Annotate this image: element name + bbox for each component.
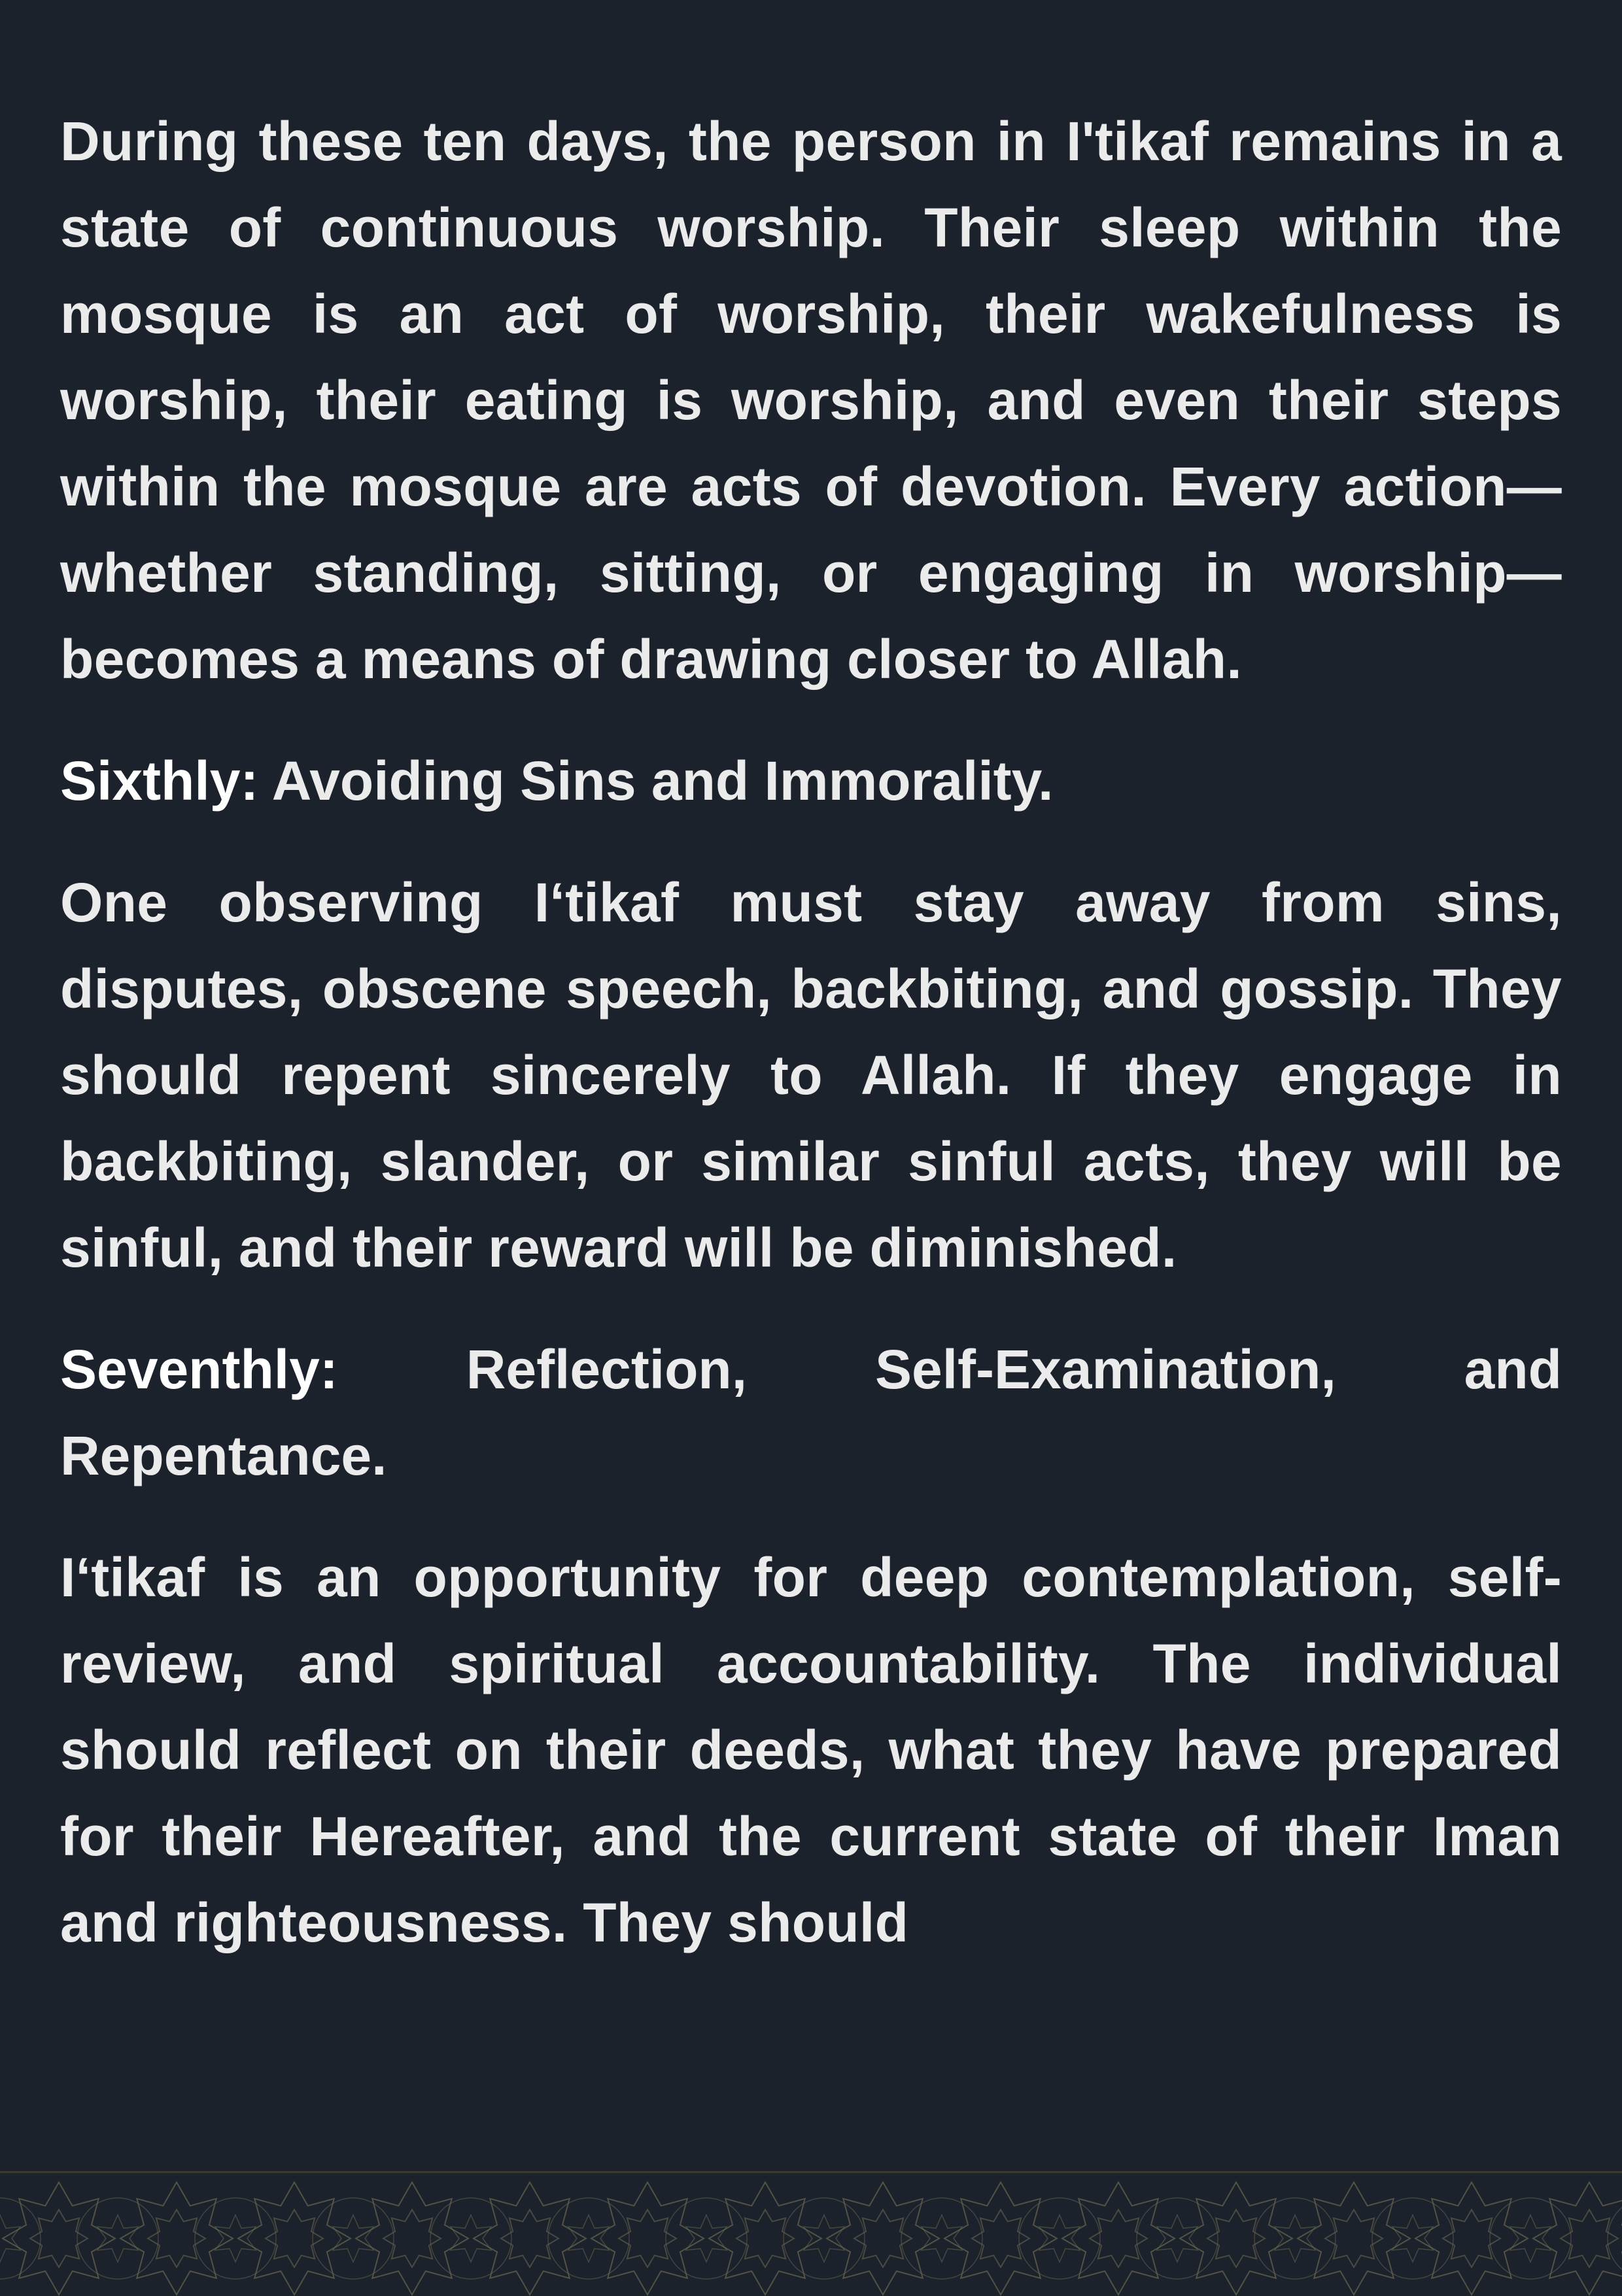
heading-seventhly xyxy=(60,1326,1562,1499)
pattern-hex-star xyxy=(568,2215,609,2262)
pattern-star-outer xyxy=(356,2182,468,2295)
pattern-ring xyxy=(901,2198,982,2279)
pattern-ring xyxy=(1254,2198,1336,2279)
pattern-ring xyxy=(1019,2198,1100,2279)
pattern-star-outer xyxy=(709,2182,821,2295)
pattern-star-outer xyxy=(827,2182,939,2295)
pattern-ring xyxy=(666,2198,747,2279)
pattern-star-outer xyxy=(1180,2182,1292,2295)
pattern-ring xyxy=(313,2198,394,2279)
paragraph-itikaf-worship: During these ten days, the person in I'tikaf remains in a state of continuous worship. Their sleep within the mosque is an act of worship, their wakefulness is worship, their eating is worship, and even their steps within the mosque are acts of devotion. Every action—whether standing, sitting, or engaging in worship—becomes a means of drawing closer to Allah. xyxy=(60,111,1562,690)
heading-sixthly xyxy=(60,738,1562,824)
pattern-star-inner xyxy=(266,2210,323,2267)
pattern-star-inner xyxy=(501,2210,559,2267)
heading-sixthly-title: Avoiding Sins and Immorality. xyxy=(258,750,1054,812)
pattern-star-outer xyxy=(1062,2182,1175,2295)
pattern-star-inner xyxy=(972,2210,1029,2267)
pattern-hex-star xyxy=(451,2215,491,2262)
pattern-star-inner xyxy=(1325,2210,1383,2267)
pattern-hex-star xyxy=(686,2215,727,2262)
pattern-star-outer xyxy=(238,2182,351,2295)
pattern-star-outer xyxy=(120,2182,233,2295)
pattern-ring xyxy=(77,2198,158,2279)
pattern-star-inner xyxy=(383,2210,441,2267)
pattern-ring xyxy=(1490,2198,1571,2279)
pattern-hex-star xyxy=(1039,2215,1080,2262)
pattern-ring xyxy=(1608,2198,1622,2279)
pattern-hex-star xyxy=(333,2215,373,2262)
paragraph-reflection: I‘tikaf is an opportunity for deep contemplation, self-review, and spiritual accountability. The individual should reflect on their deeds, what they have prepared for their Hereafter, and the current state of their Iman and righteousness. They should xyxy=(60,1547,1562,1953)
pattern-star-outer xyxy=(474,2182,586,2295)
pattern-star-inner xyxy=(1443,2210,1500,2267)
pattern-ring xyxy=(0,2198,41,2279)
pattern-ring xyxy=(1372,2198,1453,2279)
heading-seventhly-title: Reflection, Self-Examination, and Repentance. xyxy=(60,1339,1562,1486)
geometric-star-pattern-icon xyxy=(0,2173,1622,2296)
pattern-star-outer xyxy=(1533,2182,1622,2295)
pattern-star-inner xyxy=(148,2210,205,2267)
pattern-star-outer xyxy=(944,2182,1057,2295)
pattern-star-inner xyxy=(1207,2210,1265,2267)
pattern-star-outer xyxy=(591,2182,704,2295)
heading-sixthly-label: Sixthly: xyxy=(60,750,259,812)
pattern-ring xyxy=(430,2198,511,2279)
pattern-hex-star xyxy=(1392,2215,1433,2262)
pattern-ring xyxy=(784,2198,865,2279)
pattern-star-outer xyxy=(1415,2182,1528,2295)
pattern-star-inner xyxy=(1090,2210,1147,2267)
pattern-star-inner xyxy=(619,2210,676,2267)
pattern-hex-star xyxy=(1510,2215,1551,2262)
pattern-star-inner xyxy=(1561,2210,1618,2267)
paragraph-avoiding-sins: One observing I‘tikaf must stay away from sins, disputes, obscene speech, backbiting, and gossip. They should repent sincerely to Allah. If they engage in backbiting, slander, or similar sinful acts, they will be sinful, and their reward will be diminished. xyxy=(60,872,1562,1278)
pattern-star-outer xyxy=(1298,2182,1410,2295)
pattern-star-outer xyxy=(3,2182,115,2295)
pattern-hex-star xyxy=(97,2215,138,2262)
pattern-hex-star xyxy=(804,2215,844,2262)
pattern-star-inner xyxy=(30,2210,88,2267)
decorative-geometric-border xyxy=(0,2171,1622,2296)
pattern-hex-star xyxy=(215,2215,256,2262)
pattern-ring xyxy=(195,2198,276,2279)
pattern-star-inner xyxy=(854,2210,912,2267)
heading-seventhly-label: Seventhly: xyxy=(60,1339,338,1400)
pattern-hex-star xyxy=(922,2215,962,2262)
pattern-hex-star xyxy=(1275,2215,1315,2262)
pattern-ring xyxy=(548,2198,629,2279)
pattern-ring xyxy=(1137,2198,1218,2279)
pattern-star-inner xyxy=(736,2210,794,2267)
pattern-hex-star xyxy=(1157,2215,1198,2262)
